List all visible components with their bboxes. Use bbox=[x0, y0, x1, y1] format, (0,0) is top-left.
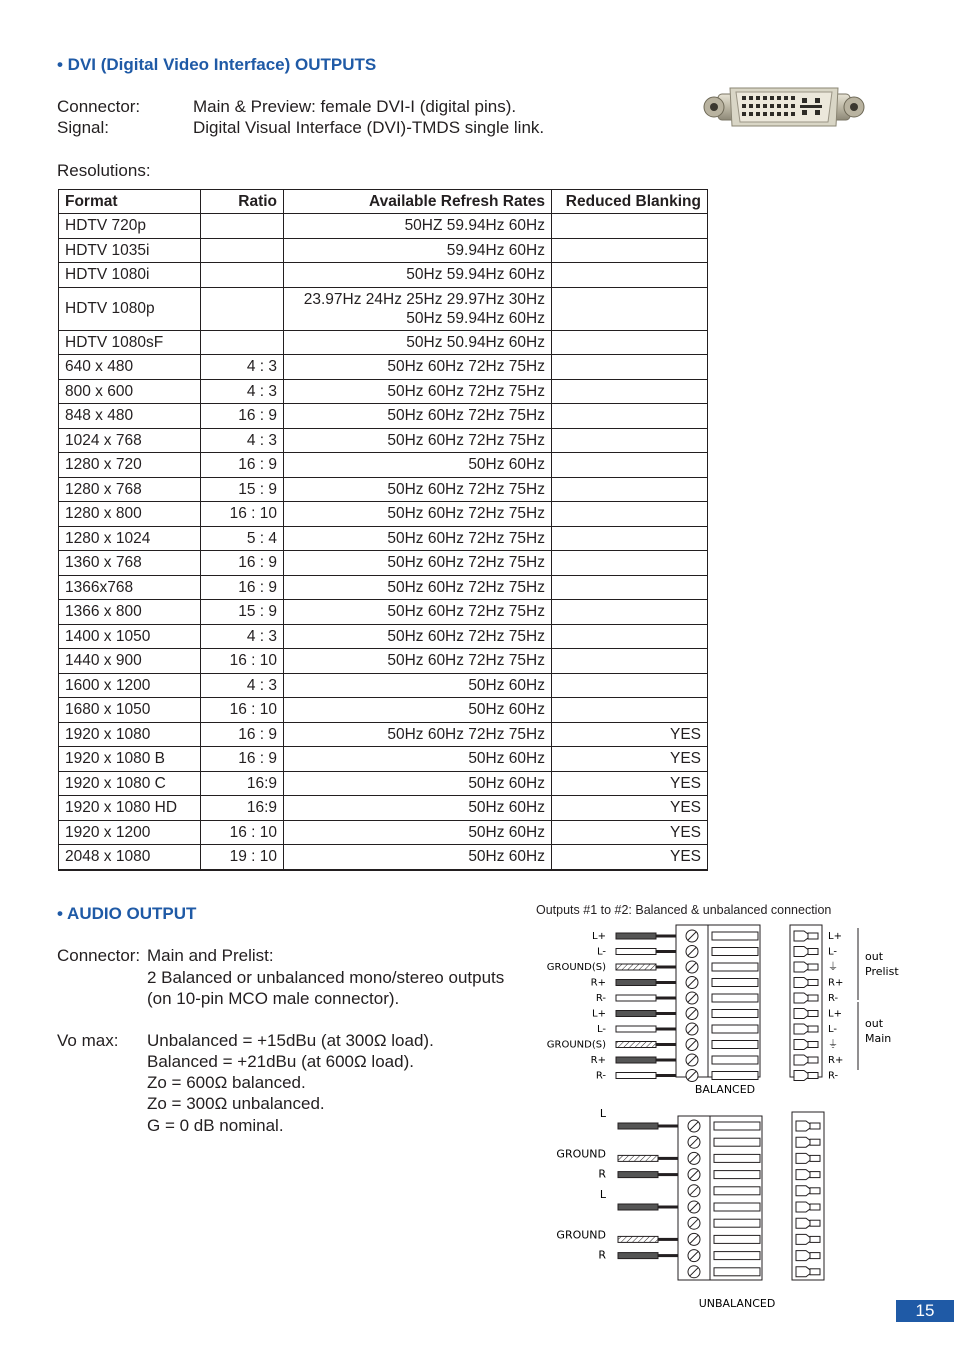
balanced-right-labels bbox=[828, 931, 843, 1082]
balanced-wires bbox=[616, 933, 676, 1079]
table-row bbox=[59, 649, 708, 674]
table-row bbox=[59, 796, 708, 821]
table-row bbox=[59, 575, 708, 600]
audio-heading: • AUDIO OUTPUT bbox=[57, 904, 197, 923]
cell-reduced-blanking bbox=[552, 649, 708, 674]
cell-format: 640 x 480 bbox=[59, 355, 201, 380]
dvi-signal-label: Signal: bbox=[57, 118, 109, 137]
balanced-mco-connector bbox=[790, 925, 822, 1081]
cell-refresh-rates: 50Hz 60Hz bbox=[284, 845, 552, 870]
cell-refresh-rates: 50Hz 60Hz 72Hz 75Hz bbox=[284, 502, 552, 527]
cell-format: 1280 x 720 bbox=[59, 453, 201, 478]
balanced-left-label: L- bbox=[596, 946, 606, 958]
cell-format: 848 x 480 bbox=[59, 404, 201, 429]
cell-format: HDTV 1080i bbox=[59, 263, 201, 288]
out-prelist-label: out bbox=[865, 950, 884, 963]
balanced-right-label: L- bbox=[828, 1024, 838, 1035]
cell-refresh-rates: 50Hz 60Hz 72Hz 75Hz bbox=[284, 526, 552, 551]
balanced-right-label: R- bbox=[828, 1070, 839, 1082]
cell-format: 1280 x 768 bbox=[59, 477, 201, 502]
table-header-row bbox=[59, 190, 708, 214]
cell-format: 2048 x 1080 bbox=[59, 845, 201, 870]
cell-format: 1920 x 1080 HD bbox=[59, 796, 201, 821]
cell-format: 1280 x 1024 bbox=[59, 526, 201, 551]
vo-line-5: G = 0 dB nominal. bbox=[147, 1116, 284, 1135]
cell-reduced-blanking: YES bbox=[552, 747, 708, 772]
cell-refresh-rates: 50Hz 60Hz bbox=[284, 820, 552, 845]
cell-ratio: 16:9 bbox=[201, 796, 284, 821]
cell-ratio: 4 : 3 bbox=[201, 355, 284, 380]
cell-ratio: 16 : 10 bbox=[201, 649, 284, 674]
cell-refresh-rates: 50Hz 60Hz 72Hz 75Hz bbox=[284, 477, 552, 502]
cell-refresh-rates: 50Hz 60Hz bbox=[284, 453, 552, 478]
table-row bbox=[59, 428, 708, 453]
cell-refresh-rates: 59.94Hz 60Hz bbox=[284, 238, 552, 263]
dvi-signal-value: Digital Visual Interface (DVI)-TMDS single link. bbox=[193, 118, 545, 137]
cell-reduced-blanking bbox=[552, 404, 708, 429]
dvi-connector-icon bbox=[702, 86, 866, 128]
cell-refresh-rates: 50Hz 60Hz 72Hz 75Hz bbox=[284, 428, 552, 453]
unbalanced-left-label: GROUND bbox=[556, 1228, 606, 1242]
cell-format: HDTV 1035i bbox=[59, 238, 201, 263]
cell-format: 1280 x 800 bbox=[59, 502, 201, 527]
cell-refresh-rates: 50Hz 50.94Hz 60Hz bbox=[284, 330, 552, 355]
table-row bbox=[59, 845, 708, 870]
balanced-right-label: L+ bbox=[828, 1008, 842, 1020]
cell-ratio: 4 : 3 bbox=[201, 624, 284, 649]
table-row bbox=[59, 551, 708, 576]
table-row bbox=[59, 379, 708, 404]
cell-reduced-blanking bbox=[552, 287, 708, 330]
dvi-connector-label: Connector: bbox=[57, 97, 141, 116]
unbalanced-left-label: GROUND bbox=[556, 1147, 606, 1161]
table-row bbox=[59, 263, 708, 288]
cell-refresh-rates: 50Hz 60Hz 72Hz 75Hz bbox=[284, 355, 552, 380]
cell-format: 1920 x 1080 C bbox=[59, 771, 201, 796]
cell-reduced-blanking bbox=[552, 263, 708, 288]
out-main-label-2: Main bbox=[865, 1032, 892, 1045]
balanced-left-label: R+ bbox=[590, 1055, 606, 1066]
table-row bbox=[59, 747, 708, 772]
balanced-left-label: L- bbox=[596, 1024, 606, 1035]
balanced-left-labels bbox=[547, 931, 607, 1082]
cell-refresh-rates: 50Hz 60Hz 72Hz 75Hz bbox=[284, 649, 552, 674]
cell-ratio bbox=[201, 238, 284, 263]
resolutions-label: Resolutions: bbox=[57, 161, 151, 180]
cell-ratio: 16 : 9 bbox=[201, 575, 284, 600]
balanced-left-label: R- bbox=[595, 993, 606, 1004]
cell-ratio: 4 : 3 bbox=[201, 428, 284, 453]
cell-ratio bbox=[201, 214, 284, 239]
cell-refresh-rates: 50Hz 60Hz bbox=[284, 796, 552, 821]
cell-refresh-rates bbox=[284, 287, 552, 330]
unbalanced-caption: UNBALANCED bbox=[698, 1297, 776, 1310]
cell-reduced-blanking: YES bbox=[552, 820, 708, 845]
cell-format: 1366x768 bbox=[59, 575, 201, 600]
cell-ratio: 16 : 9 bbox=[201, 747, 284, 772]
unbalanced-mco-connector bbox=[792, 1112, 824, 1280]
cell-ratio: 5 : 4 bbox=[201, 526, 284, 551]
cell-format: 1440 x 900 bbox=[59, 649, 201, 674]
cell-reduced-blanking bbox=[552, 330, 708, 355]
cell-reduced-blanking bbox=[552, 238, 708, 263]
cell-reduced-blanking: YES bbox=[552, 845, 708, 870]
header-reduced-blanking: Reduced Blanking bbox=[552, 190, 708, 214]
cell-reduced-blanking bbox=[552, 428, 708, 453]
balanced-right-label: L+ bbox=[828, 931, 842, 942]
cell-reduced-blanking bbox=[552, 379, 708, 404]
table-row bbox=[59, 330, 708, 355]
table-row bbox=[59, 477, 708, 502]
cell-ratio: 16 : 10 bbox=[201, 820, 284, 845]
balanced-right-label: L- bbox=[828, 946, 838, 958]
cell-refresh-rates: 50Hz 60Hz bbox=[284, 673, 552, 698]
cell-format: 1920 x 1080 B bbox=[59, 747, 201, 772]
table-row bbox=[59, 355, 708, 380]
cell-ratio: 15 : 9 bbox=[201, 477, 284, 502]
cell-reduced-blanking bbox=[552, 214, 708, 239]
balanced-caption: BALANCED bbox=[694, 1083, 756, 1096]
cell-ratio: 16 : 10 bbox=[201, 698, 284, 723]
balanced-right-label: R+ bbox=[828, 977, 844, 989]
cell-reduced-blanking bbox=[552, 551, 708, 576]
cell-format: 1600 x 1200 bbox=[59, 673, 201, 698]
cell-reduced-blanking bbox=[552, 502, 708, 527]
vo-line-3: Zo = 600Ω balanced. bbox=[147, 1073, 306, 1092]
cell-format: 800 x 600 bbox=[59, 379, 201, 404]
dvi-heading: • DVI (Digital Video Interface) OUTPUTS bbox=[57, 55, 377, 74]
cell-refresh-rates: 50Hz 60Hz bbox=[284, 771, 552, 796]
audio-connector-value: Main and Prelist: bbox=[147, 946, 274, 965]
table-row bbox=[59, 673, 708, 698]
table-row bbox=[59, 600, 708, 625]
cell-refresh-rates-line1: 23.97Hz 24Hz 25Hz 29.97Hz 30Hz bbox=[303, 290, 545, 308]
unbalanced-left-label: L bbox=[599, 1188, 606, 1201]
resolutions-table bbox=[58, 189, 708, 871]
cell-ratio: 16 : 9 bbox=[201, 551, 284, 576]
cell-format: 1400 x 1050 bbox=[59, 624, 201, 649]
cell-refresh-rates: 50Hz 60Hz 72Hz 75Hz bbox=[284, 624, 552, 649]
balanced-left-label: L+ bbox=[592, 931, 606, 942]
cell-format: 1920 x 1200 bbox=[59, 820, 201, 845]
audio-connector-line2: 2 Balanced or unbalanced mono/stereo outputs bbox=[147, 968, 505, 987]
cell-ratio: 19 : 10 bbox=[201, 845, 284, 870]
unbalanced-left-label: R bbox=[598, 1167, 606, 1181]
vo-max-label: Vo max: bbox=[57, 1031, 119, 1050]
page-number: 15 bbox=[896, 1300, 954, 1322]
balanced-left-label: R+ bbox=[590, 977, 606, 989]
cell-reduced-blanking bbox=[552, 575, 708, 600]
unbalanced-terminal-block bbox=[678, 1116, 762, 1280]
balanced-right-label: ⏚ bbox=[828, 962, 838, 973]
unbalanced-left-label: R bbox=[598, 1248, 606, 1262]
balanced-right-label: R- bbox=[828, 993, 839, 1004]
cell-ratio bbox=[201, 263, 284, 288]
table-row bbox=[59, 771, 708, 796]
wiring-diagram bbox=[530, 920, 930, 1310]
out-prelist-label-2: Prelist bbox=[865, 965, 899, 978]
cell-refresh-rates: 50Hz 60Hz bbox=[284, 747, 552, 772]
balanced-right-label: R+ bbox=[828, 1055, 844, 1066]
cell-ratio: 4 : 3 bbox=[201, 379, 284, 404]
cell-format: HDTV 1080sF bbox=[59, 330, 201, 355]
unbalanced-wires bbox=[618, 1123, 678, 1259]
audio-connector-label: Connector: bbox=[57, 946, 141, 965]
cell-format: 1024 x 768 bbox=[59, 428, 201, 453]
cell-ratio: 4 : 3 bbox=[201, 673, 284, 698]
cell-format: 1920 x 1080 bbox=[59, 722, 201, 747]
balanced-terminal-block bbox=[676, 925, 760, 1082]
vo-line-1: Unbalanced = +15dBu (at 300Ω load). bbox=[147, 1031, 434, 1050]
cell-reduced-blanking bbox=[552, 673, 708, 698]
cell-refresh-rates: 50Hz 60Hz bbox=[284, 698, 552, 723]
table-row bbox=[59, 722, 708, 747]
cell-refresh-rates: 50Hz 60Hz 72Hz 75Hz bbox=[284, 600, 552, 625]
diagram-caption: Outputs #1 to #2: Balanced & unbalanced connection bbox=[536, 903, 832, 917]
unbalanced-left-label: L bbox=[599, 1107, 606, 1120]
cell-reduced-blanking bbox=[552, 355, 708, 380]
vo-line-4: Zo = 300Ω unbalanced. bbox=[147, 1094, 325, 1113]
cell-reduced-blanking bbox=[552, 477, 708, 502]
cell-reduced-blanking: YES bbox=[552, 771, 708, 796]
cell-refresh-rates: 50Hz 60Hz 72Hz 75Hz bbox=[284, 575, 552, 600]
cell-reduced-blanking: YES bbox=[552, 722, 708, 747]
header-format: Format bbox=[59, 190, 201, 214]
cell-reduced-blanking bbox=[552, 453, 708, 478]
table-row bbox=[59, 404, 708, 429]
out-main-label: out bbox=[865, 1017, 884, 1030]
cell-reduced-blanking bbox=[552, 600, 708, 625]
cell-ratio bbox=[201, 287, 284, 330]
table-row bbox=[59, 453, 708, 478]
dvi-connector-value: Main & Preview: female DVI-I (digital pins). bbox=[193, 97, 517, 116]
header-ratio: Ratio bbox=[201, 190, 284, 214]
balanced-left-label: GROUND(S) bbox=[546, 962, 606, 973]
balanced-left-label: R- bbox=[595, 1070, 606, 1082]
cell-reduced-blanking bbox=[552, 624, 708, 649]
cell-format: 1366 x 800 bbox=[59, 600, 201, 625]
header-refresh-rates: Available Refresh Rates bbox=[284, 190, 552, 214]
cell-refresh-rates-line2: 50Hz 59.94Hz 60Hz bbox=[406, 309, 545, 327]
cell-format: 1680 x 1050 bbox=[59, 698, 201, 723]
cell-format: 1360 x 768 bbox=[59, 551, 201, 576]
balanced-left-label: L+ bbox=[592, 1008, 606, 1020]
table-row bbox=[59, 526, 708, 551]
cell-ratio: 15 : 9 bbox=[201, 600, 284, 625]
vo-line-2: Balanced = +21dBu (at 600Ω load). bbox=[147, 1052, 414, 1071]
cell-ratio: 16 : 9 bbox=[201, 722, 284, 747]
table-body bbox=[59, 214, 708, 870]
table-row bbox=[59, 502, 708, 527]
table-row bbox=[59, 820, 708, 845]
cell-refresh-rates: 50Hz 60Hz 72Hz 75Hz bbox=[284, 551, 552, 576]
table-row bbox=[59, 287, 708, 330]
cell-reduced-blanking: YES bbox=[552, 796, 708, 821]
cell-reduced-blanking bbox=[552, 698, 708, 723]
unbalanced-left-labels bbox=[556, 1107, 606, 1262]
balanced-right-label: ⏚ bbox=[828, 1039, 838, 1051]
cell-ratio: 16 : 9 bbox=[201, 453, 284, 478]
cell-ratio: 16:9 bbox=[201, 771, 284, 796]
cell-format: HDTV 1080p bbox=[59, 287, 201, 330]
table-row bbox=[59, 214, 708, 239]
cell-refresh-rates: 50Hz 60Hz 72Hz 75Hz bbox=[284, 722, 552, 747]
cell-ratio bbox=[201, 330, 284, 355]
cell-refresh-rates: 50Hz 60Hz 72Hz 75Hz bbox=[284, 404, 552, 429]
table-row bbox=[59, 698, 708, 723]
cell-reduced-blanking bbox=[552, 526, 708, 551]
table-row bbox=[59, 238, 708, 263]
cell-refresh-rates: 50Hz 60Hz 72Hz 75Hz bbox=[284, 379, 552, 404]
balanced-left-label: GROUND(S) bbox=[546, 1039, 606, 1051]
cell-refresh-rates: 50HZ 59.94Hz 60Hz bbox=[284, 214, 552, 239]
cell-refresh-rates: 50Hz 59.94Hz 60Hz bbox=[284, 263, 552, 288]
cell-ratio: 16 : 9 bbox=[201, 404, 284, 429]
table-row bbox=[59, 624, 708, 649]
cell-format: HDTV 720p bbox=[59, 214, 201, 239]
cell-ratio: 16 : 10 bbox=[201, 502, 284, 527]
audio-connector-line3: (on 10-pin MCO male connector). bbox=[147, 989, 400, 1008]
